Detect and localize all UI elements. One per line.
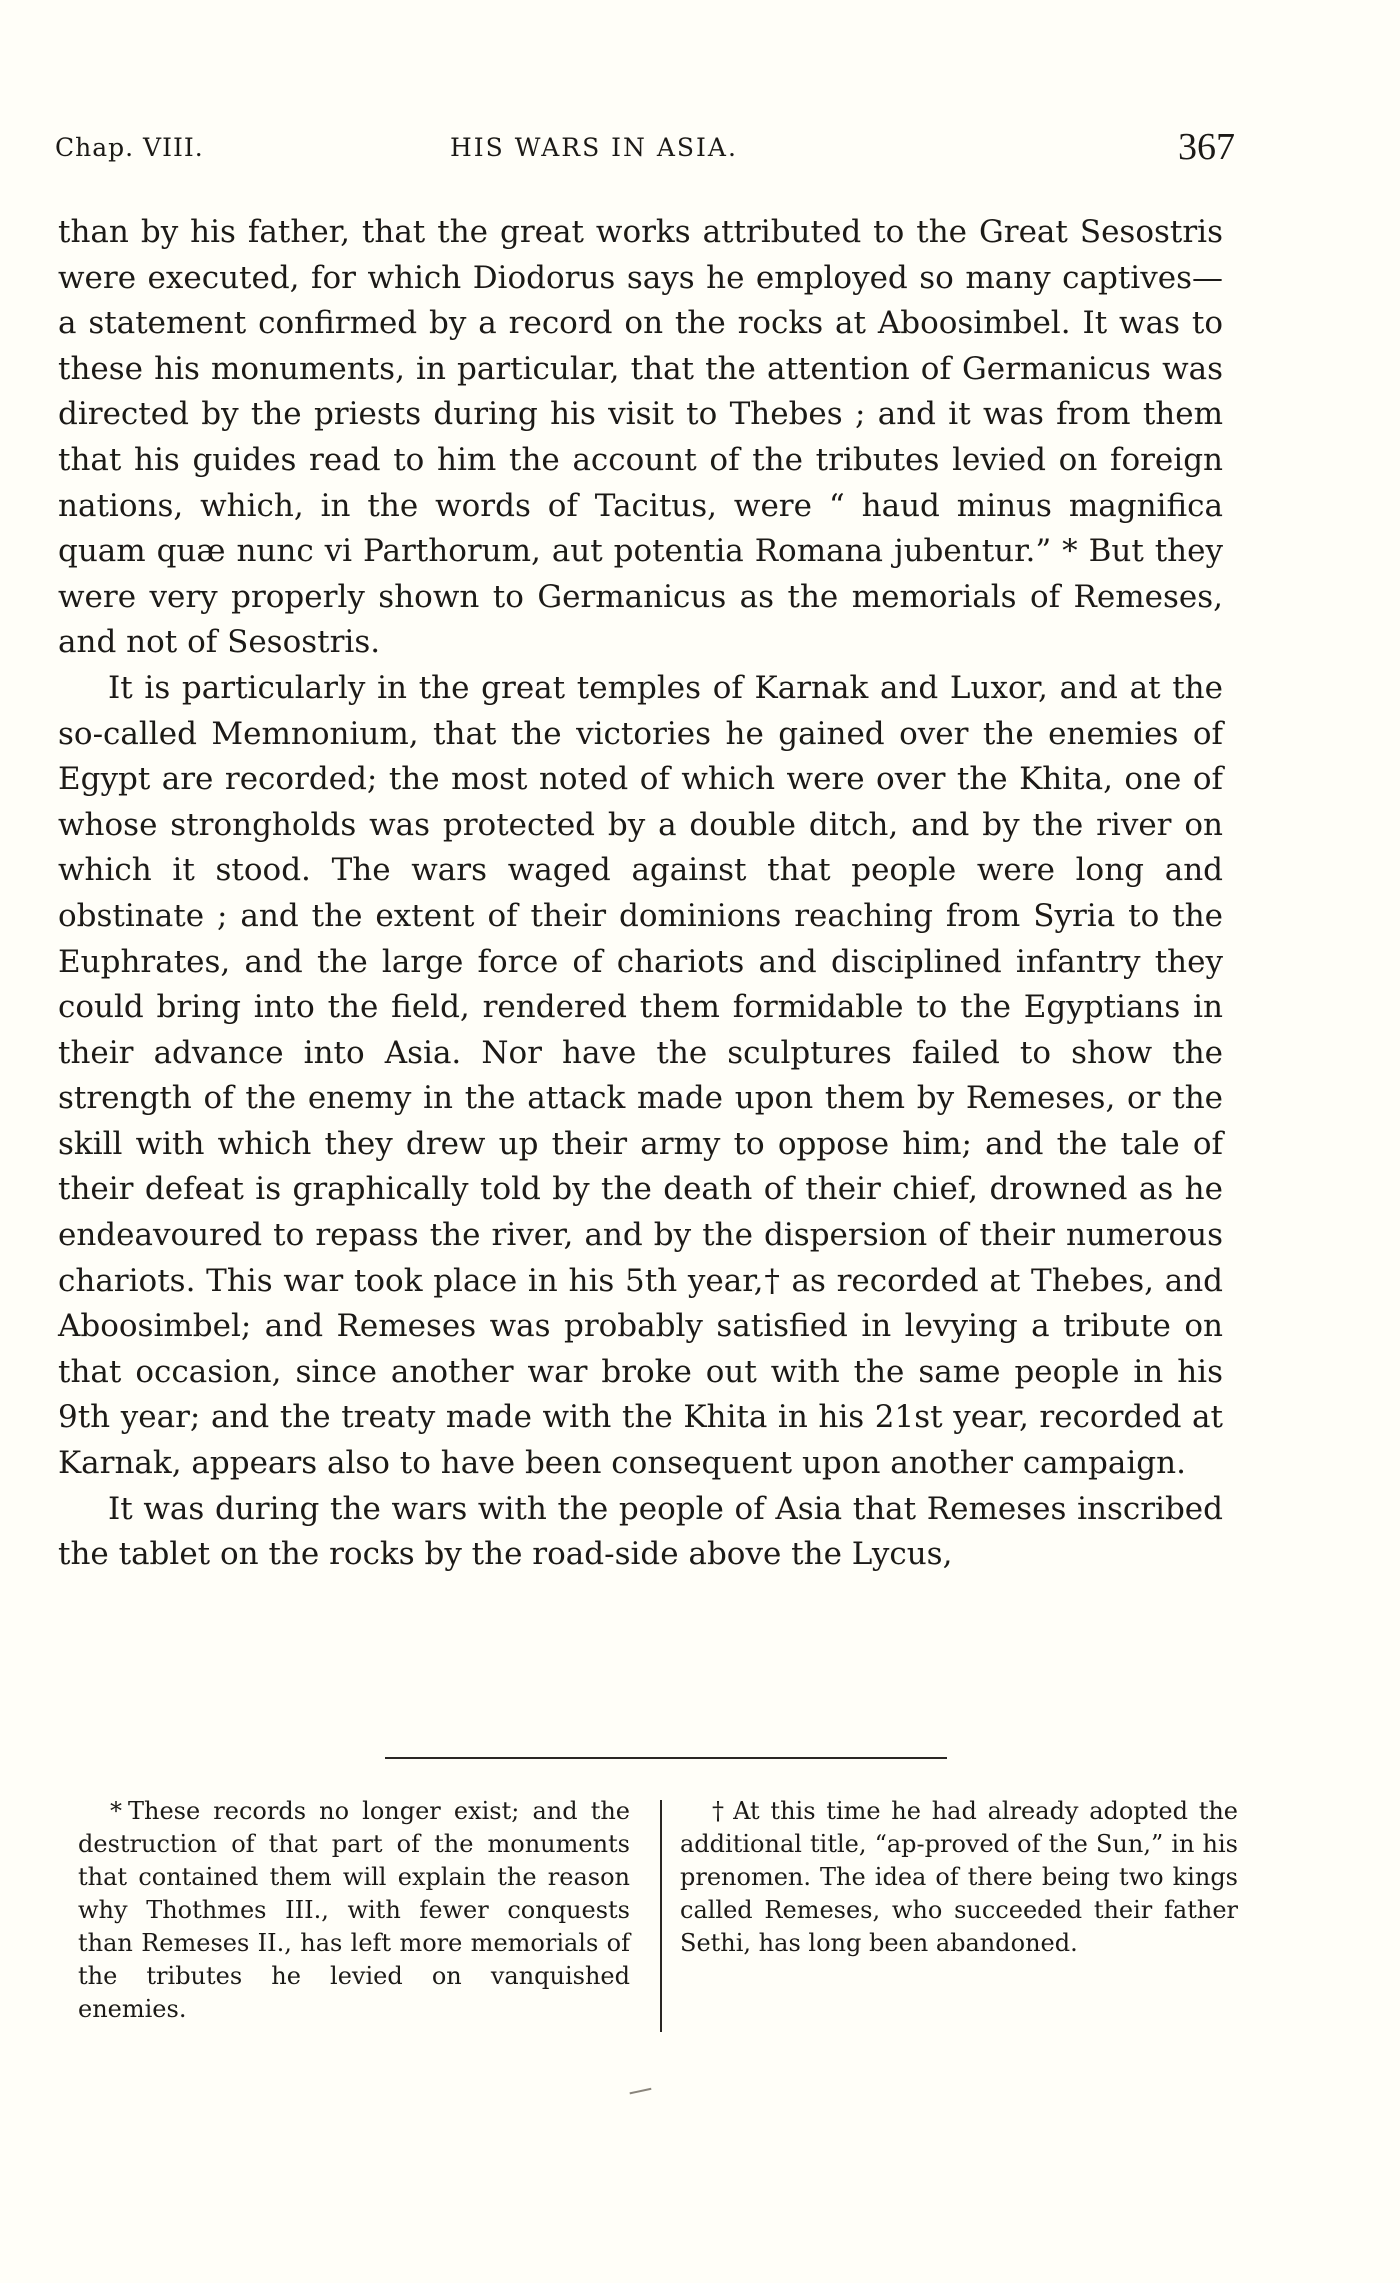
footnote-asterisk-text: These records no longer exist; and the destruction of that part of the monuments that contained them will explain the reason why Thothmes III., with fewer conquests than Remeses II., has left more memorials of the tributes he levied on vanquished enemies.	[78, 1797, 630, 2023]
paragraph-continued: than by his father, that the great works attributed to the Great Sesostris were executed, for which Diodorus says he employed so many captives—a statement confirmed by a record on the rocks at Aboosimbel. It was to these his monuments, in particular, that the attention of Germanicus was directed by the priests during his visit to Thebes ; and it was from them that his guides read to him the account of the tributes levied on foreign nations, which, in the words of Tacitus, were “ haud minus magnifica quam quæ nunc vi Parthorum, aut potentia Romana jubentur.” * But they were very properly shown to Germanicus as the memorials of Remeses, and not of Sesostris.	[58, 214, 1223, 661]
footnote-asterisk	[78, 1795, 630, 2026]
footnote-dagger	[680, 1795, 1238, 1960]
main-text	[58, 210, 1223, 1578]
footnote-column-divider	[660, 1800, 662, 2032]
footnote-rule	[385, 1757, 947, 1759]
paragraph-lycus: It was during the wars with the people of Asia that Remeses inscribed the tablet on the rocks by the road-side above the Lycus,	[58, 1490, 1223, 1573]
chapter-label: Chap. VIII.	[55, 133, 204, 162]
paragraph-karnak-luxor: It is particularly in the great temples of Karnak and Luxor, and at the so-called Memnonium, that the victories he gained over the enemies of Egypt are recorded; the most noted of which were over the Khita, one of whose strongholds was protected by a double ditch, and by the river on which it stood. The wars waged against that people were long and obstinate ; and the extent of their dominions reaching from Syria to the Euphrates, and the large force of chariots and disciplined infantry they could bring into the field, rendered them formidable to the Egyptians in their advance into Asia. Nor have the sculptures failed to show the strength of the enemy in the attack made upon them by Remeses, or the skill with which they drew up their army to oppose him; and the tale of their defeat is graphically told by the death of their chief, drowned as he endeavoured to repass the river, and by the dispersion of their numerous chariots. This war took place in his 5th year,† as recorded at Thebes, and Aboosimbel; and Remeses was probably satisfied in levying a tribute on that occasion, since another war broke out with the same people in his 9th year; and the treaty made with the Khita in his 21st year, recorded at Karnak, appears also to have been consequent upon another campaign.	[58, 669, 1223, 1482]
footnote-dagger-text: At this time he had already adopted the additional title, “ap-proved of the Sun,” in his prenomen. The idea of there being two kings called Remeses, who succeeded their father Sethi, has long been abandoned.	[680, 1797, 1238, 1957]
printer-mark	[630, 2088, 653, 2099]
running-header	[55, 125, 1235, 175]
footnote-dagger-mark: †	[712, 1797, 728, 1825]
footnote-asterisk-mark: *	[110, 1797, 122, 1825]
page-number: 367	[1178, 126, 1235, 168]
running-title: HIS WARS IN ASIA.	[450, 133, 738, 162]
